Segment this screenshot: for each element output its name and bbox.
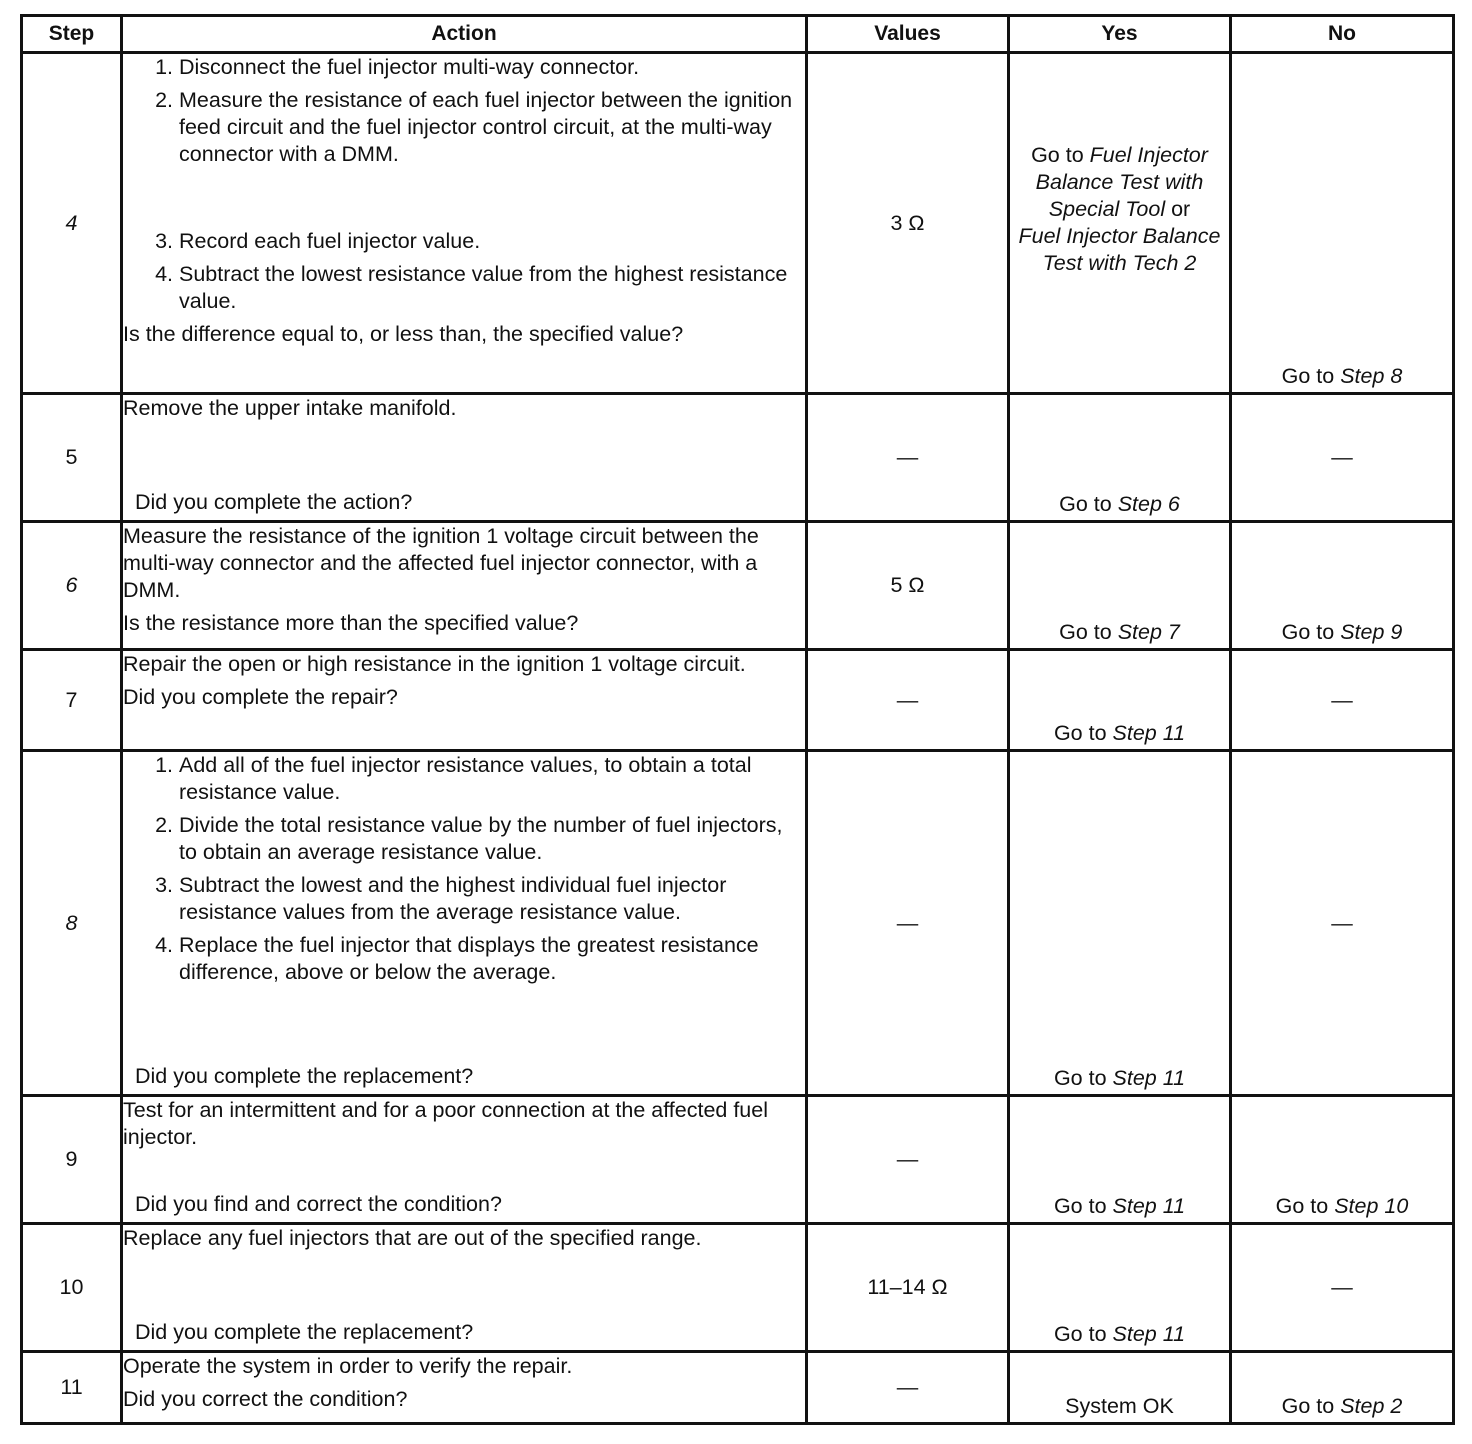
yes-cell: [1009, 1096, 1231, 1224]
step-number: 4: [22, 53, 122, 394]
no-prefix: Go to: [1275, 1194, 1335, 1218]
step-number: 6: [22, 522, 122, 650]
action-cell: [122, 1224, 807, 1352]
action-cell: [122, 522, 807, 650]
table-row: [22, 394, 1454, 522]
yes-text: [1010, 142, 1229, 277]
yes-link[interactable]: Step 7: [1117, 620, 1180, 644]
yes-prefix: Go to: [1053, 721, 1113, 745]
header-no: No: [1231, 16, 1454, 53]
table-row: [22, 1224, 1454, 1352]
yes-text: [1010, 720, 1229, 747]
no-cell: —: [1231, 1224, 1454, 1352]
no-text: [1232, 619, 1452, 646]
yes-text: [1010, 619, 1229, 646]
action-cell: [122, 751, 807, 1096]
header-row: [22, 16, 1454, 53]
action-item: 1. Disconnect the fuel injector multi-way connector.: [179, 54, 805, 81]
yes-text: [1010, 491, 1229, 518]
action-cell: [122, 650, 807, 751]
no-cell: [1231, 1096, 1454, 1224]
header-step: Step: [22, 16, 122, 53]
yes-prefix: Go to: [1053, 1194, 1113, 1218]
no-link[interactable]: Step 9: [1340, 620, 1403, 644]
action-text: Replace any fuel injectors that are out of the specified range.: [123, 1226, 702, 1250]
header-values: Values: [807, 16, 1009, 53]
step-number: 5: [22, 394, 122, 522]
action-question: Is the resistance more than the specified value?: [123, 611, 579, 635]
header-action: Action: [122, 16, 807, 53]
value-cell: —: [807, 1352, 1009, 1424]
yes-link[interactable]: Step 11: [1112, 1066, 1186, 1090]
table-row: [22, 522, 1454, 650]
action-item: 2. Measure the resistance of each fuel injector between the ignition feed circuit and the fuel injector control circuit, at the multi-way connector with a DMM.: [179, 87, 805, 168]
yes-cell: [1009, 751, 1231, 1096]
yes-text: [1010, 1065, 1229, 1092]
yes-link[interactable]: Step 11: [1112, 1322, 1186, 1346]
yes-cell: [1009, 650, 1231, 751]
action-text: Measure the resistance of the ignition 1 voltage circuit between the multi-way connector and the affected fuel injector connector, with a DMM.: [123, 524, 759, 602]
yes-link[interactable]: Step 11: [1112, 1194, 1186, 1218]
action-item: 4. Subtract the lowest resistance value from the highest resistance value.: [179, 261, 805, 315]
step-number: 9: [22, 1096, 122, 1224]
action-question: Did you complete the action?: [135, 490, 413, 514]
yes-link-balance-tech2[interactable]: Fuel Injector Balance Test with Tech 2: [1018, 224, 1221, 275]
value-cell: —: [807, 394, 1009, 522]
yes-cell: [1009, 1352, 1231, 1424]
yes-text: [1010, 1193, 1229, 1220]
yes-prefix: Go to: [1059, 492, 1118, 516]
action-text: Test for an intermittent and for a poor connection at the affected fuel injector.: [123, 1098, 768, 1149]
step-number: 7: [22, 650, 122, 751]
no-cell: —: [1231, 751, 1454, 1096]
yes-prefix: Go to: [1059, 620, 1118, 644]
yes-text: System OK: [1065, 1394, 1174, 1418]
yes-text: [1010, 1321, 1229, 1348]
table-row: [22, 1096, 1454, 1224]
no-cell: —: [1231, 394, 1454, 522]
no-link[interactable]: Step 2: [1340, 1394, 1403, 1418]
action-text: Repair the open or high resistance in the ignition 1 voltage circuit.: [123, 652, 746, 676]
no-prefix: Go to: [1281, 1394, 1341, 1418]
action-item: 2. Divide the total resistance value by the number of fuel injectors, to obtain an average resistance value.: [179, 812, 805, 866]
action-question: Did you complete the repair?: [123, 685, 398, 709]
yes-cell: [1009, 53, 1231, 394]
action-cell: [122, 53, 807, 394]
no-prefix: Go to: [1281, 364, 1341, 388]
no-link[interactable]: Step 8: [1340, 364, 1403, 388]
step-number: 8: [22, 751, 122, 1096]
yes-cell: [1009, 1224, 1231, 1352]
value-cell: —: [807, 650, 1009, 751]
yes-cell: [1009, 522, 1231, 650]
action-cell: [122, 394, 807, 522]
action-question: Did you correct the condition?: [123, 1387, 408, 1411]
yes-or: or: [1165, 197, 1191, 221]
table-row: [22, 1352, 1454, 1424]
no-prefix: Go to: [1281, 620, 1341, 644]
table-row: [22, 53, 1454, 394]
yes-link-balance-special-tool[interactable]: Fuel Injector Balance Test with Special Tool: [1035, 143, 1208, 221]
action-item: 3. Record each fuel injector value.: [179, 228, 805, 255]
step-number: 10: [22, 1224, 122, 1352]
yes-link[interactable]: Step 11: [1112, 721, 1186, 745]
value-cell: —: [807, 1096, 1009, 1224]
no-cell: [1231, 53, 1454, 394]
step-number: 11: [22, 1352, 122, 1424]
action-cell: [122, 1096, 807, 1224]
table-row: [22, 751, 1454, 1096]
no-cell: [1231, 1352, 1454, 1424]
no-cell: —: [1231, 650, 1454, 751]
value-cell: 3 Ω: [807, 53, 1009, 394]
yes-cell: [1009, 394, 1231, 522]
yes-link[interactable]: Step 6: [1117, 492, 1180, 516]
action-question: Did you find and correct the condition?: [135, 1192, 502, 1216]
action-list: [123, 752, 805, 986]
header-yes: Yes: [1009, 16, 1231, 53]
no-text: [1232, 1193, 1452, 1220]
table-row: [22, 650, 1454, 751]
no-cell: [1231, 522, 1454, 650]
value-cell: —: [807, 751, 1009, 1096]
action-list: [123, 54, 805, 315]
action-question: Is the difference equal to, or less than, the specified value?: [123, 322, 684, 346]
action-text: Remove the upper intake manifold.: [123, 396, 457, 420]
no-link[interactable]: Step 10: [1334, 1194, 1409, 1218]
diagnostic-table: [20, 14, 1455, 1425]
action-text: Operate the system in order to verify the repair.: [123, 1354, 573, 1378]
yes-prefix: Go to: [1031, 143, 1090, 167]
value-cell: 11–14 Ω: [807, 1224, 1009, 1352]
yes-prefix: Go to: [1053, 1066, 1113, 1090]
action-question: Did you complete the replacement?: [135, 1320, 474, 1344]
yes-prefix: Go to: [1053, 1322, 1113, 1346]
no-text: [1232, 363, 1452, 390]
action-question: Did you complete the replacement?: [135, 1064, 474, 1088]
action-item: 4. Replace the fuel injector that displays the greatest resistance difference, above or below the average.: [179, 932, 805, 986]
value-cell: 5 Ω: [807, 522, 1009, 650]
action-item: 1. Add all of the fuel injector resistance values, to obtain a total resistance value.: [179, 752, 805, 806]
action-cell: [122, 1352, 807, 1424]
action-item: 3. Subtract the lowest and the highest individual fuel injector resistance values from the average resistance value.: [179, 872, 805, 926]
no-text: [1232, 1393, 1452, 1420]
